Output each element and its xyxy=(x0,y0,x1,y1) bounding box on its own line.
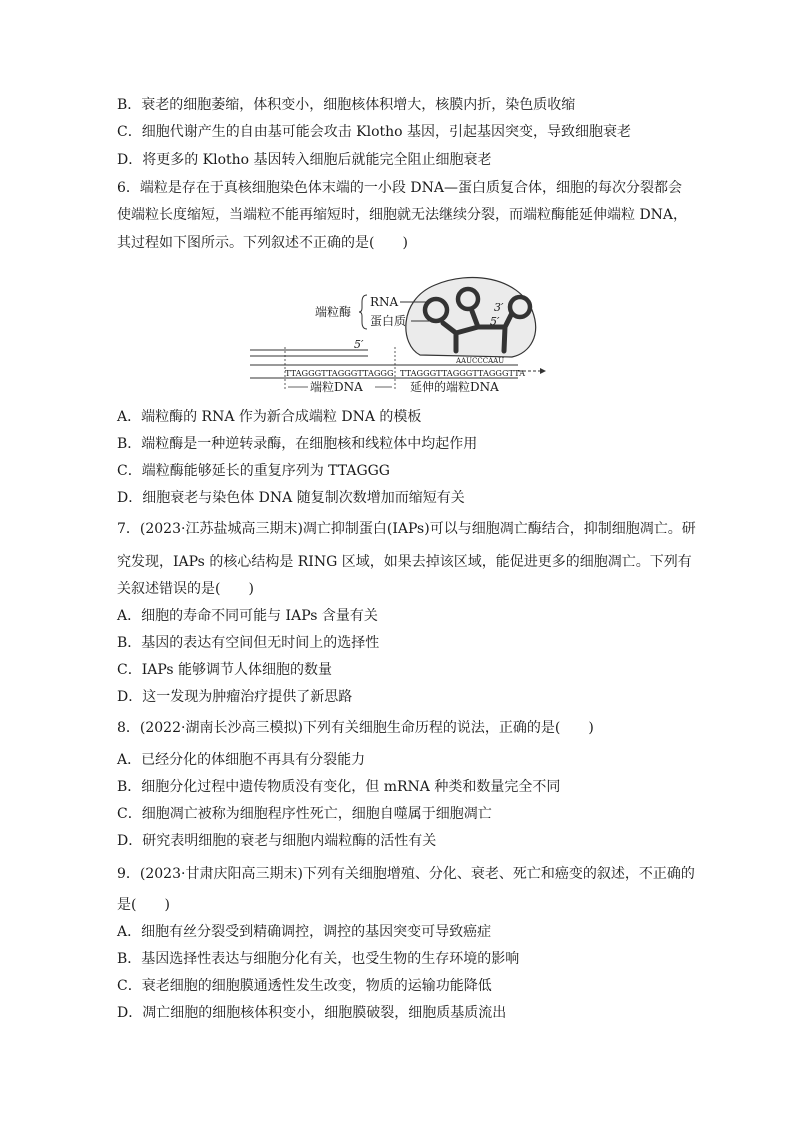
q6-option-c: C．端粒酶能够延长的重复序列为 TTAGGG xyxy=(117,463,390,479)
q7-stem-line-3: 关叙述错误的是( ) xyxy=(117,581,254,597)
q6-stem-line-2: 使端粒长度缩短，当端粒不能再缩短时，细胞就无法继续分裂，而端粒酶能延伸端粒 DNA， xyxy=(117,207,688,223)
q9-option-c: C．衰老细胞的细胞膜通透性发生改变，物质的运输功能降低 xyxy=(117,978,492,994)
q9-option-d: D．凋亡细胞的细胞核体积变小，细胞膜破裂，细胞质基质流出 xyxy=(117,1005,507,1021)
protein-label: 蛋白质 xyxy=(370,314,407,328)
q7-option-c: C．IAPs 能够调节人体细胞的数量 xyxy=(117,662,333,678)
q6-option-b: B．端粒酶是一种逆转录酶，在细胞核和线粒体中均起作用 xyxy=(117,436,478,452)
q7-option-b: B．基因的表达有空间但无时间上的选择性 xyxy=(117,635,380,651)
q7-stem-line-1: 7．(2023·江苏盐城高三期末)凋亡抑制蛋白(IAPs)可以与细胞凋亡酶结合，抑制细胞凋亡。研 xyxy=(117,521,696,537)
q6-option-a: A．端粒酶的 RNA 作为新合成端粒 DNA 的模板 xyxy=(117,409,422,425)
q9-stem-line-2: 是( ) xyxy=(117,897,170,913)
q9-option-a: A．细胞有丝分裂受到精确调控，调控的基因突变可导致癌症 xyxy=(117,924,492,940)
q8-option-d: D．研究表明细胞的衰老与细胞内端粒酶的活性有关 xyxy=(117,833,437,849)
q6-stem-line-1: 6．端粒是存在于真核细胞染色体末端的一小段 DNA—蛋白质复合体，细胞的每次分裂都会 xyxy=(117,180,682,196)
five-prime-dna-label: 5′ xyxy=(354,338,364,351)
template-sequence: AAUCCCAAU xyxy=(456,357,505,365)
q8-option-a: A．已经分化的体细胞不再具有分裂能力 xyxy=(117,752,366,768)
telomere-sequence: TTAGGGTTAGGGTTAGGG xyxy=(285,368,394,378)
extended-telomere-label: 延伸的端粒DNA xyxy=(410,380,499,394)
q7-option-d: D．这一发现为肿瘤治疗提供了新思路 xyxy=(117,689,353,705)
three-prime-label: 3′ xyxy=(494,301,504,314)
q5-option-c: C．细胞代谢产生的自由基可能会攻击 Klotho 基因，引起基因突变，导致细胞衰老 xyxy=(117,124,632,140)
telomere-dna-label: 端粒DNA xyxy=(310,380,363,394)
q7-stem-line-2: 究发现，IAPs 的核心结构是 RING 区域，如果去掉该区域，能促进更多的细胞凋亡。下列有 xyxy=(117,554,692,570)
telomerase-diagram xyxy=(250,265,550,403)
q8-option-b: B．细胞分化过程中遗传物质没有变化，但 mRNA 种类和数量完全不同 xyxy=(117,779,561,795)
q5-option-d: D．将更多的 Klotho 基因转入细胞后就能完全阻止细胞衰老 xyxy=(117,152,492,168)
q5-option-b: B．衰老的细胞萎缩，体积变小，细胞核体积增大，核膜内折，染色质收缩 xyxy=(117,97,576,113)
extended-sequence: TTAGGGTTAGGGTTAGGGTTA xyxy=(400,368,526,378)
q9-stem-line-1: 9．(2023·甘肃庆阳高三期末)下列有关细胞增殖、分化、衰老、死亡和癌变的叙述，不正确的 xyxy=(117,866,695,882)
enzyme-label: 端粒酶 xyxy=(315,305,352,319)
enzyme-bracket xyxy=(359,295,367,329)
q7-option-a: A．细胞的寿命不同可能与 IAPs 含量有关 xyxy=(117,608,378,624)
q8-option-c: C．细胞凋亡被称为细胞程序性死亡，细胞自噬属于细胞凋亡 xyxy=(117,806,492,822)
rna-label: RNA xyxy=(370,295,399,309)
q6-option-d: D．细胞衰老与染色体 DNA 随复制次数增加而缩短有关 xyxy=(117,490,465,506)
five-prime-top-label: 5′ xyxy=(490,315,500,328)
q9-option-b: B．基因选择性表达与细胞分化有关，也受生物的生存环境的影响 xyxy=(117,951,520,967)
q6-stem-line-3: 其过程如下图所示。下列叙述不正确的是( ) xyxy=(117,235,408,251)
q8-stem-line-1: 8．(2022·湖南长沙高三模拟)下列有关细胞生命历程的说法，正确的是( ) xyxy=(117,720,594,736)
